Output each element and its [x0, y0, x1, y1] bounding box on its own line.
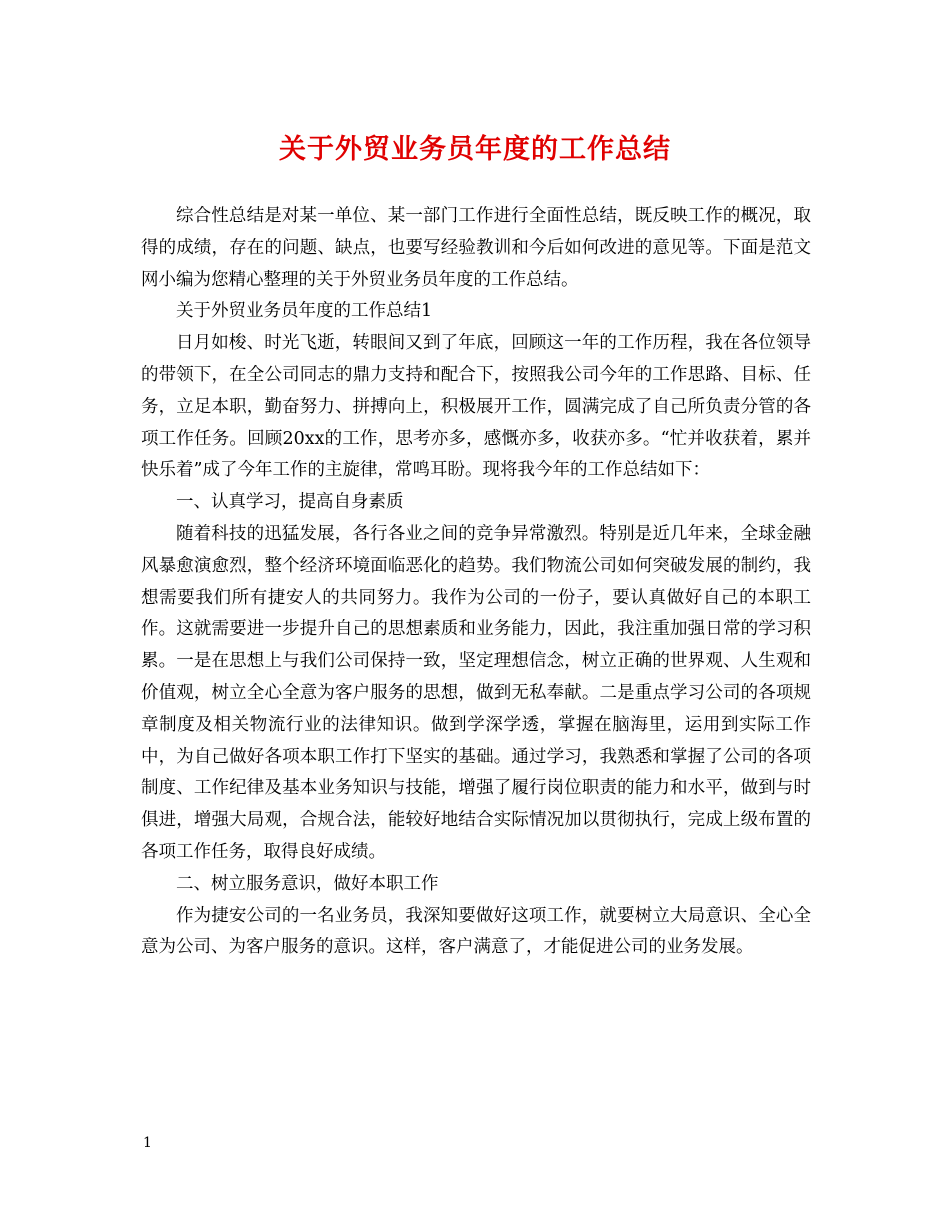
intro-paragraph: 综合性总结是对某一单位、某一部门工作进行全面性总结，既反映工作的概况，取得的成绩，存在的问题、缺点，也要写经验教训和今后如何改进的意见等。下面是范文网小编为您精心整理的关于外贸业务员年度的工作总结。: [141, 206, 811, 290]
body-paragraph-2: 随着科技的迅猛发展，各行各业之间的竞争异常激烈。特别是近几年来，全球金融风暴愈演愈烈，整个经济环境面临恶化的趋势。我们物流公司如何突破发展的制约，我想需要我们所有捷安人的共同努力。我作为公司的一份子，要认真做好自己的本职工作。这就需要进一步提升自己的思想素质和业务能力，因此，我注重加强日常的学习积累。一是在思想上与我们公司保持一致，坚定理想信念，树立正确的世界观、人生观和价值观，树立全心全意为客户服务的思想，做到无私奉献。二是重点学习公司的各项规章制度及相关物流行业的法律知识。做到学深学透，掌握在脑海里，运用到实际工作中，为自己做好各项本职工作打下坚实的基础。通过学习，我熟悉和掌握了公司的各项制度、工作纪律及基本业务知识与技能，增强了履行岗位职责的能力和水平，做到与时俱进，增强大局观，合规合法，能较好地结合实际情况加以贯彻执行，完成上级布置的各项工作任务，取得良好成绩。: [141, 523, 811, 862]
body-paragraph-1: 日月如梭、时光飞逝，转眼间又到了年底，回顾这一年的工作历程，我在各位领导的带领下，在全公司同志的鼎力支持和配合下，按照我公司今年的工作思路、目标、任务，立足本职，勤奋努力、拼搏向上，积极展开工作，圆满完成了自己所负责分管的各项工作任务。回顾20xx的工作，思考亦多，感慨亦多，收获亦多。“忙并收获着，累并快乐着”成了今年工作的主旋律，常鸣耳盼。现将我今年的工作总结如下：: [141, 333, 811, 481]
heading-service: 二、树立服务意识，做好本职工作: [176, 873, 439, 894]
heading-study: 一、认真学习，提高自身素质: [176, 492, 404, 513]
document-title: 关于外贸业务员年度的工作总结: [279, 134, 671, 165]
section-title: 关于外贸业务员年度的工作总结1: [176, 301, 433, 322]
document-body: [141, 201, 811, 964]
body-paragraph-3: 作为捷安公司的一名业务员，我深知要做好这项工作，就要树立大局意识、全心全意为公司、为客户服务的意识。这样，客户满意了，才能促进公司的业务发展。: [141, 905, 811, 958]
page-number: 1: [143, 1135, 152, 1151]
